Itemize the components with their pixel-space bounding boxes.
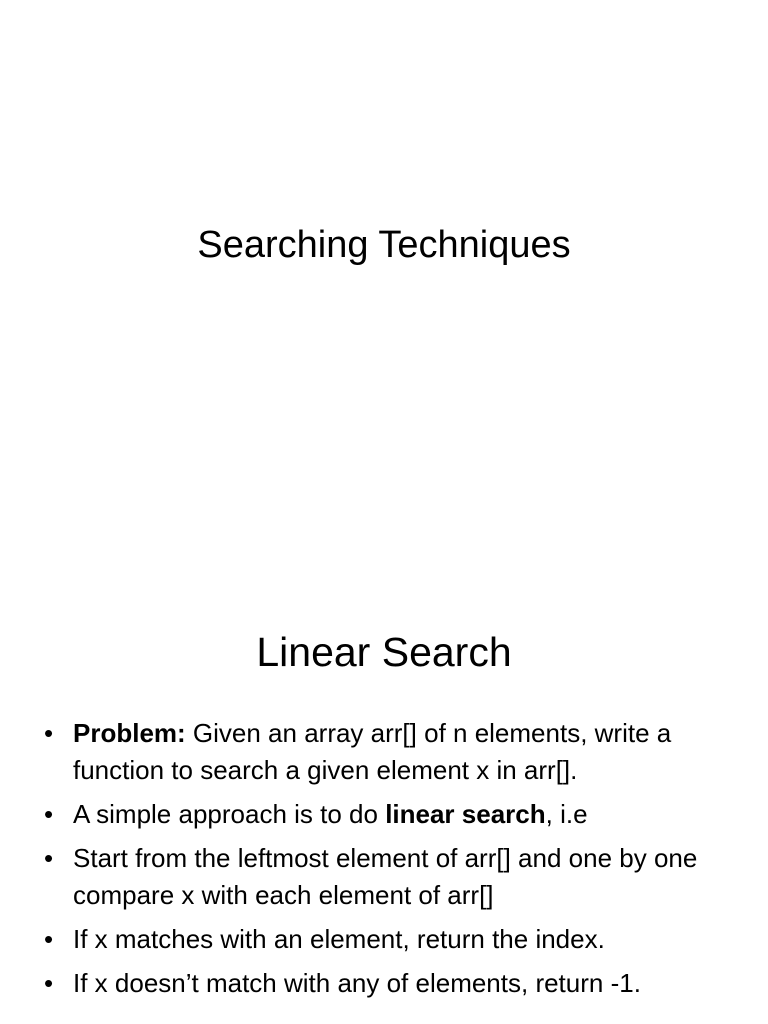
bullet-bold-text: Problem: bbox=[73, 718, 186, 748]
slide-title: Searching Techniques bbox=[197, 224, 571, 266]
bullet-icon: • bbox=[44, 924, 54, 954]
bullet-text: If x doesn’t match with any of elements, return -1. bbox=[73, 968, 641, 998]
bullet-item bbox=[0, 965, 768, 1002]
bullet-text: , i.e bbox=[545, 799, 588, 829]
bullet-item bbox=[0, 840, 768, 914]
bullet-text: Start from the leftmost element of arr[] and one by one compare x with each element of arr[] bbox=[73, 843, 698, 910]
bullet-text: A simple approach is to do bbox=[73, 799, 386, 829]
bullet-text: If x matches with an element, return the index. bbox=[73, 924, 605, 954]
bullet-bold-text: linear search bbox=[385, 799, 546, 829]
bullet-icon: • bbox=[44, 843, 54, 873]
bullet-item bbox=[0, 715, 768, 789]
bullet-icon: • bbox=[44, 968, 54, 998]
slide-heading: Linear Search bbox=[256, 629, 512, 675]
bullet-icon: • bbox=[44, 718, 54, 748]
bullet-icon: • bbox=[44, 799, 54, 829]
bullet-list bbox=[0, 715, 768, 1009]
content-slide bbox=[0, 576, 768, 1024]
bullet-item bbox=[0, 921, 768, 958]
bullet-text: Given an array arr[] of n elements, write a function to search a given element x in arr[]. bbox=[73, 718, 672, 785]
bullet-item bbox=[0, 796, 768, 833]
